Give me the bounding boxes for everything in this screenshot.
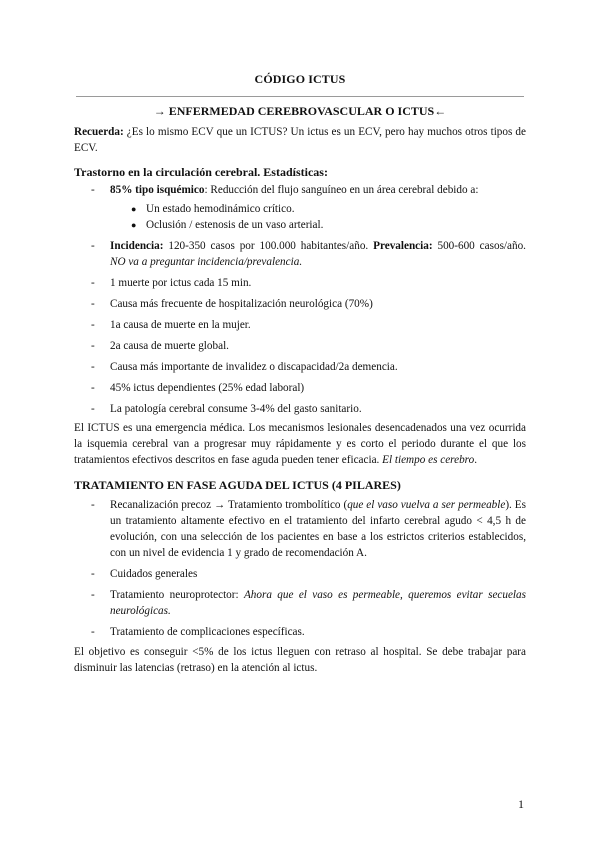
list-item (74, 566, 526, 582)
objective-paragraph: El objetivo es conseguir <5% de los ictus lleguen con retraso al hospital. Se debe trabajar para disminuir las latencias (retraso) en la atención al ictus. (74, 646, 526, 674)
treatment-text: Tratamiento de complicaciones específicas. (110, 626, 305, 638)
incidence-text: 120-350 casos por 100.000 habitantes/año. (163, 240, 374, 252)
subitem-text: Un estado hemodinámico crítico. (146, 203, 295, 215)
dot-bullet: ● (131, 204, 137, 214)
list-item (74, 317, 526, 333)
recanalization-italic: que el vaso vuelva a ser permeable (347, 499, 506, 511)
emergency-italic: El tiempo es cerebro (382, 454, 475, 466)
stat-text: 1 muerte por ictus cada 15 min. (110, 277, 252, 289)
emergency-text: El ICTUS es una emergencia médica. Los mecanismos lesionales desencadenados una vez ocurrida la isquemia cerebral van a progresar muy rápidamente y es corto el periodo durante el que los tratamientos efectivos descritos en fase aguda pueden tener eficacia. (74, 422, 526, 466)
stat-text: Causa más frecuente de hospitalización neurológica (70%) (110, 298, 373, 310)
dash-bullet: - (91, 298, 95, 310)
dot-bullet: ● (131, 220, 137, 230)
prevalence-text: 500-600 casos/año. (432, 240, 526, 252)
list-item (74, 296, 526, 312)
stat-text: Causa más importante de invalidez o discapacidad/2a demencia. (110, 361, 398, 373)
intro-text: ¿Es lo mismo ECV que un ICTUS? Un ictus es un ECV, pero hay muchos otros tipos de ECV. (74, 126, 526, 154)
stat-text: 45% ictus dependientes (25% edad laboral) (110, 382, 305, 394)
list-item (74, 380, 526, 396)
prevalence-label: Prevalencia: (373, 240, 433, 252)
dash-bullet: - (91, 340, 95, 352)
document-body (74, 124, 526, 676)
list-item (74, 587, 526, 619)
treatment-text: Cuidados generales (110, 568, 198, 580)
section-subtitle: → ENFERMEDAD CEREBROVASCULAR O ICTUS← (153, 104, 447, 118)
dash-bullet: - (91, 361, 95, 373)
neuroprotector-italic: Ahora que el vaso es permeable, queremos evitar secuelas neurológicas. (110, 589, 526, 617)
emergency-end: . (474, 454, 477, 466)
dash-bullet: - (91, 277, 95, 289)
stat-text: 1a causa de muerte en la mujer. (110, 319, 251, 331)
title-divider (76, 96, 524, 97)
list-item (74, 401, 526, 417)
list-item (74, 238, 526, 270)
neuroprotector-text: Tratamiento neuroprotector: (110, 589, 244, 601)
dash-bullet: - (91, 403, 95, 415)
list-item (74, 275, 526, 291)
recanalization-text: Recanalización precoz → Tratamiento trombolítico ( (110, 499, 348, 511)
list-item (74, 182, 526, 233)
intro-label: Recuerda: (74, 126, 124, 138)
dash-bullet: - (91, 626, 95, 638)
emergency-paragraph (74, 420, 526, 468)
dash-bullet: - (91, 499, 95, 511)
stat-text: La patología cerebral consume 3-4% del gasto sanitario. (110, 403, 362, 415)
page-number: 1 (518, 797, 524, 811)
dash-bullet: - (91, 568, 95, 580)
stats-list (74, 182, 526, 417)
list-item (110, 217, 526, 233)
list-item (74, 497, 526, 561)
list-item (110, 201, 526, 217)
treatment-heading: TRATAMIENTO EN FASE AGUDA DEL ICTUS (4 PILARES) (74, 478, 401, 492)
dash-bullet: - (91, 382, 95, 394)
list-item (74, 359, 526, 375)
list-item (74, 624, 526, 640)
list-item (74, 338, 526, 354)
page-title: CÓDIGO ICTUS (254, 72, 346, 86)
dash-bullet: - (91, 184, 95, 196)
stat-text: 2a causa de muerte global. (110, 340, 229, 352)
ischemic-sublist (110, 201, 526, 233)
incidence-label: Incidencia: (110, 240, 164, 252)
dash-bullet: - (91, 319, 95, 331)
dash-bullet: - (91, 240, 95, 252)
incidence-note: NO va a preguntar incidencia/prevalencia. (110, 256, 303, 268)
ischemic-text: : Reducción del flujo sanguíneo en un área cerebral debido a: (204, 184, 479, 196)
stats-heading: Trastorno en la circulación cerebral. Estadísticas: (74, 165, 328, 179)
dash-bullet: - (91, 589, 95, 601)
subitem-text: Oclusión / estenosis de un vaso arterial. (146, 219, 324, 231)
ischemic-bold: 85% tipo isquémico (110, 184, 205, 196)
intro-paragraph (74, 124, 526, 156)
treatment-list (74, 497, 526, 640)
recanalization-text-2: ). Es un tratamiento altamente efectivo en el tratamiento del infarto cerebral agudo < 4,5 h de evolución, con una selección de los pacientes en base a los estrictos criterios establecidos, con un nivel de evidencia 1 y grado de recomendación A. (110, 499, 526, 559)
